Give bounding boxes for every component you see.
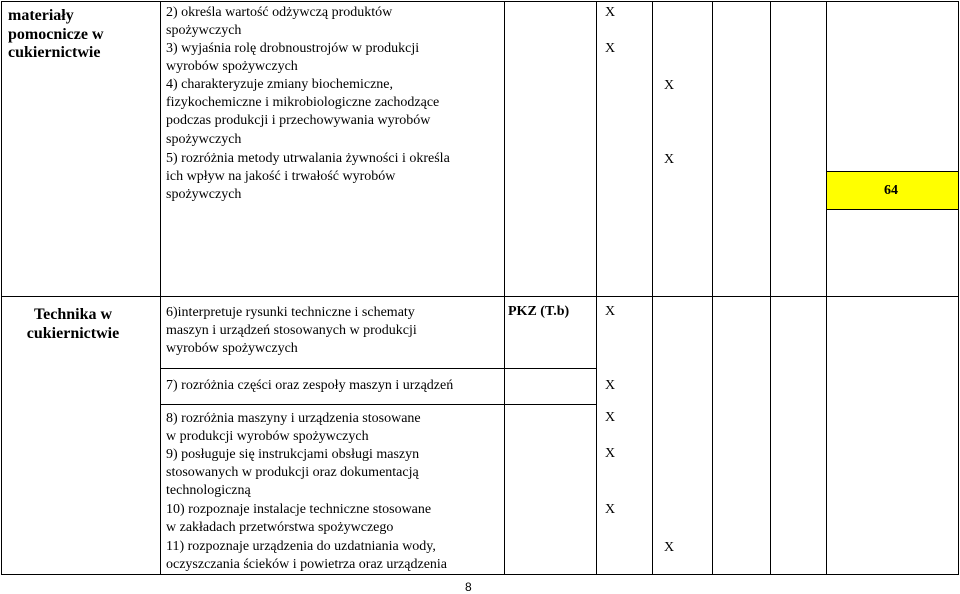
mark-x: X xyxy=(664,78,675,93)
learning-outcome: 7) rozróżnia części oraz zespoły maszyn i urządzeń xyxy=(166,378,454,393)
mark-x: X xyxy=(605,41,616,56)
mark-x: X xyxy=(605,304,616,319)
hours-cell-border xyxy=(826,209,959,210)
subject-label: materiały pomocnicze w cukiernictwie xyxy=(8,7,104,61)
hours-cell-border xyxy=(826,171,959,172)
learning-outcome: 3) wyjaśnia rolę drobnoustrojów w produkcji wyrobów spożywczych xyxy=(166,41,420,75)
mark-x: X xyxy=(664,540,675,555)
table-border-bottom xyxy=(1,574,959,575)
row-divider xyxy=(160,368,597,369)
mark-x: X xyxy=(605,502,616,517)
module-code: PKZ (T.b) xyxy=(508,304,570,319)
learning-outcome: 8) rozróżnia maszyny i urządzenia stosowane w produkcji wyrobów spożywczych xyxy=(166,411,421,445)
mark-x: X xyxy=(605,5,616,20)
learning-outcome: 4) charakteryzuje zmiany biochemiczne, fizykochemiczne i mikrobiologiczne zachodzące podczas produkcji i przechowywania wyrobów spożywczych xyxy=(166,77,440,147)
column-divider xyxy=(770,1,771,575)
column-divider xyxy=(652,1,653,575)
page-number: 8 xyxy=(465,580,472,594)
table-border-right xyxy=(958,1,959,575)
mark-x: X xyxy=(605,446,616,461)
hours-value: 64 xyxy=(884,183,898,198)
learning-outcome: 9) posługuje się instrukcjami obsługi maszyn stosowanych w produkcji oraz dokumentacją technologiczną xyxy=(166,447,420,499)
row-divider xyxy=(160,404,597,405)
column-divider xyxy=(596,1,597,575)
subject-label: Technika w cukiernictwie xyxy=(26,306,120,342)
learning-outcome: 6)interpretuje rysunki techniczne i schematy maszyn i urządzeń stosowanych w produkcji wyrobów spożywczych xyxy=(166,305,417,357)
mark-x: X xyxy=(605,410,616,425)
mark-x: X xyxy=(664,152,675,167)
table-border-left xyxy=(1,1,2,575)
column-divider xyxy=(826,1,827,575)
section-divider xyxy=(1,296,959,297)
learning-outcome: 5) rozróżnia metody utrwalania żywności i określa ich wpływ na jakość i trwałość wyrobów spożywczych xyxy=(166,151,450,203)
column-divider xyxy=(504,1,505,575)
mark-x: X xyxy=(605,378,616,393)
learning-outcome: 2) określa wartość odżywczą produktów spożywczych xyxy=(166,5,393,39)
learning-outcome: 11) rozpoznaje urządzenia do uzdatniania wody, oczyszczania ścieków i powietrza oraz urządzenia xyxy=(166,539,448,573)
column-divider xyxy=(160,1,161,575)
table-border-top xyxy=(1,1,959,2)
column-divider xyxy=(712,1,713,575)
learning-outcome: 10) rozpoznaje instalacje techniczne stosowane w zakładach przetwórstwa spożywczego xyxy=(166,502,432,536)
